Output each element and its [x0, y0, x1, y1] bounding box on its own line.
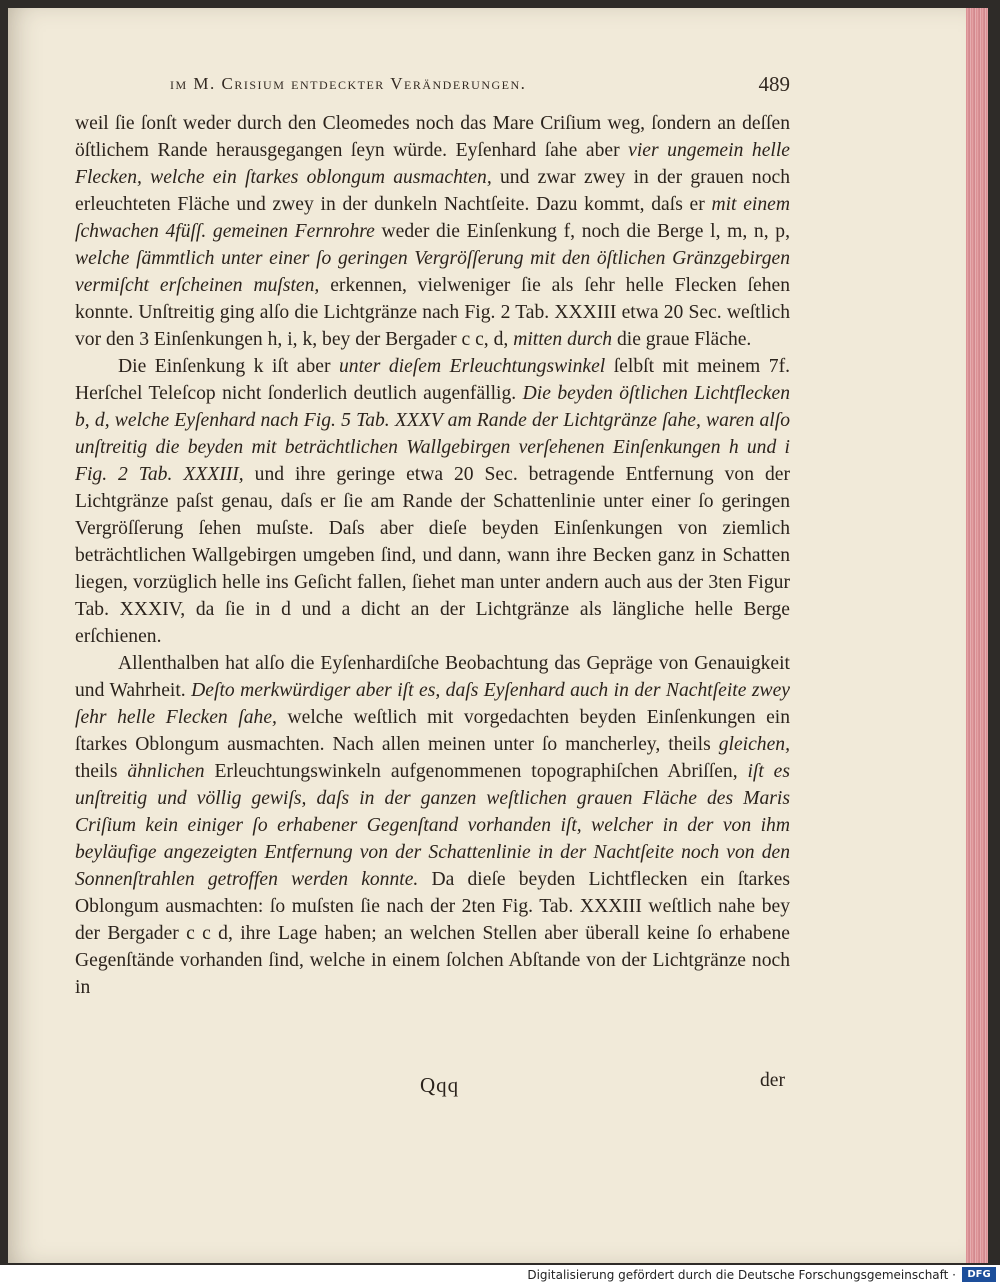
text-run: und ihre geringe etwa 20 Sec. betragende Entfernung von der Lichtgränze paſst genau, daſs er ſie am Rande der Schattenlinie unter einer ſo geringen Vergröſſerung ſehen muſste. Daſs aber dieſe beyden Einſenkungen von ziemlich beträchtlichen Wallgebirgen umgeben ſind, und dann, wann ihre Becken ganz in Schatten liegen, vorzüglich helle ins Geſicht fallen, ſiehet man unter andern auch aus der 3ten Figur Tab. XXXIV, da ſie in d und a dicht an der Lichtgränze als längliche helle Berge erſchienen. — [75, 464, 790, 647]
text-run: Da dieſe beyden Lichtflecken ein ſtarkes Oblongum ausmachten: ſo muſsten ſie nach der 2ten Fig. Tab. XXXIII weſtlich nahe bey der Bergader c c d, ihre Lage haben; an welchen Stellen aber überall keine ſo erhabene Gegenſtände vorhanden ſind, welche in einem ſolchen Abſtande von der Lichtgränze noch in — [75, 869, 790, 998]
footer-bar — [0, 1265, 1000, 1285]
body-text — [75, 110, 790, 1001]
text-run: ſelbſt mit meinem 7f. Herſchel Teleſcop nicht ſonderlich deutlich augenfällig. — [75, 356, 790, 404]
catchword: der — [760, 1070, 786, 1091]
text-run: weil ſie ſonſt weder durch den Cleomedes noch das Mare Criſium weg, ſondern an deſſen öſtlichem Rande herausgegangen ſeyn würde. Eyſenhard ſahe aber — [75, 113, 790, 161]
text-run: theils — [75, 761, 128, 782]
text-run: Allenthalben hat alſo die Eyſenhardiſche Beobachtung das Gepräge von Genauigkeit und Wahrheit. — [75, 653, 790, 701]
text-run: welche weſtlich mit vorgedachten beyden Einſenkungen ein ſtarkes Oblongum ausmachten. Nach allen meinen unter ſo mancherley, theils — [75, 707, 791, 755]
text-run: erkennen, vielweniger ſie als ſehr helle Flecken ſehen konnte. Unſtreitig ging alſo die Lichtgränze nach Fig. 2 Tab. XXXIII etwa 20 Sec. weſtlich vor den 3 Einſenkungen h, i, k, bey der Bergader c c, d, — [75, 275, 790, 350]
page-header — [170, 72, 790, 102]
running-head: im M. Crisium entdeckter Veränderungen. — [170, 74, 527, 93]
italic-run: gleichen, — [718, 734, 790, 755]
page-number: 489 — [758, 72, 790, 96]
signature-mark: Qqq — [420, 1073, 460, 1097]
paragraph-2 — [75, 353, 790, 650]
text-run: Die Einſenkung k iſt aber — [118, 356, 339, 377]
italic-run: Die beyden öſtlichen Lichtflecken b, d, welche Eyſenhard nach Fig. 5 Tab. XXXV am Rande der Lichtgränze ſahe, waren alſo unſtreitig die beyden mit beträchtlichen Wallgebirgen verſehenen Einſenkungen h und i Fig. 2 Tab. XXXIII, — [75, 383, 790, 485]
funding-notice: Digitalisierung gefördert durch die Deutsche Forschungsgemeinschaft · — [527, 1268, 956, 1282]
dfg-logo: DFG — [962, 1267, 996, 1282]
italic-run: ähnlichen — [127, 761, 205, 782]
text-run: die graue Fläche. — [612, 329, 752, 350]
italic-run: welche ſämmtlich unter einer ſo geringen Vergröſſerung mit den öſtlichen Gränzgebirgen vermiſcht erſcheinen muſsten, — [75, 248, 790, 296]
italic-run: vier ungemein helle Flecken, welche ein ſtarkes oblongum ausmachten, — [75, 140, 790, 188]
text-run: weder die Einſenkung f, noch die Berge l, m, n, p, — [374, 221, 790, 242]
paragraph-1 — [75, 110, 790, 353]
italic-run: mitten durch — [513, 329, 613, 350]
italic-run: unter dieſem Erleuchtungswinkel — [339, 356, 606, 377]
paragraph-3 — [75, 650, 790, 1001]
italic-run: iſt es unſtreitig und völlig gewiſs, daſs in der ganzen weſtlichen grauen Fläche des Maris Criſium kein einiger ſo erhabener Gegenſtand vorhanden iſt, welcher in der von ihm beyläufige angezeigten Entfernung von der Schattenlinie in der Nachtſeite noch von den Sonnenſtrahlen getroffen werden konnte. — [75, 761, 790, 890]
italic-run: mit einem ſchwachen 4füſſ. gemeinen Fernrohre — [75, 194, 790, 242]
text-run: Erleuchtungswinkeln aufgenommenen topographiſchen Abriſſen, — [204, 761, 748, 782]
italic-run: Deſto merkwürdiger aber iſt es, daſs Eyſenhard auch in der Nachtſeite zwey ſehr helle Flecken ſahe, — [75, 680, 790, 728]
page-edge — [966, 8, 988, 1263]
text-run: und zwar zwey in der grauen noch erleuchteten Fläche und zwey in der dunkeln Nachtſeite. Dazu kommt, daſs er — [75, 167, 791, 215]
